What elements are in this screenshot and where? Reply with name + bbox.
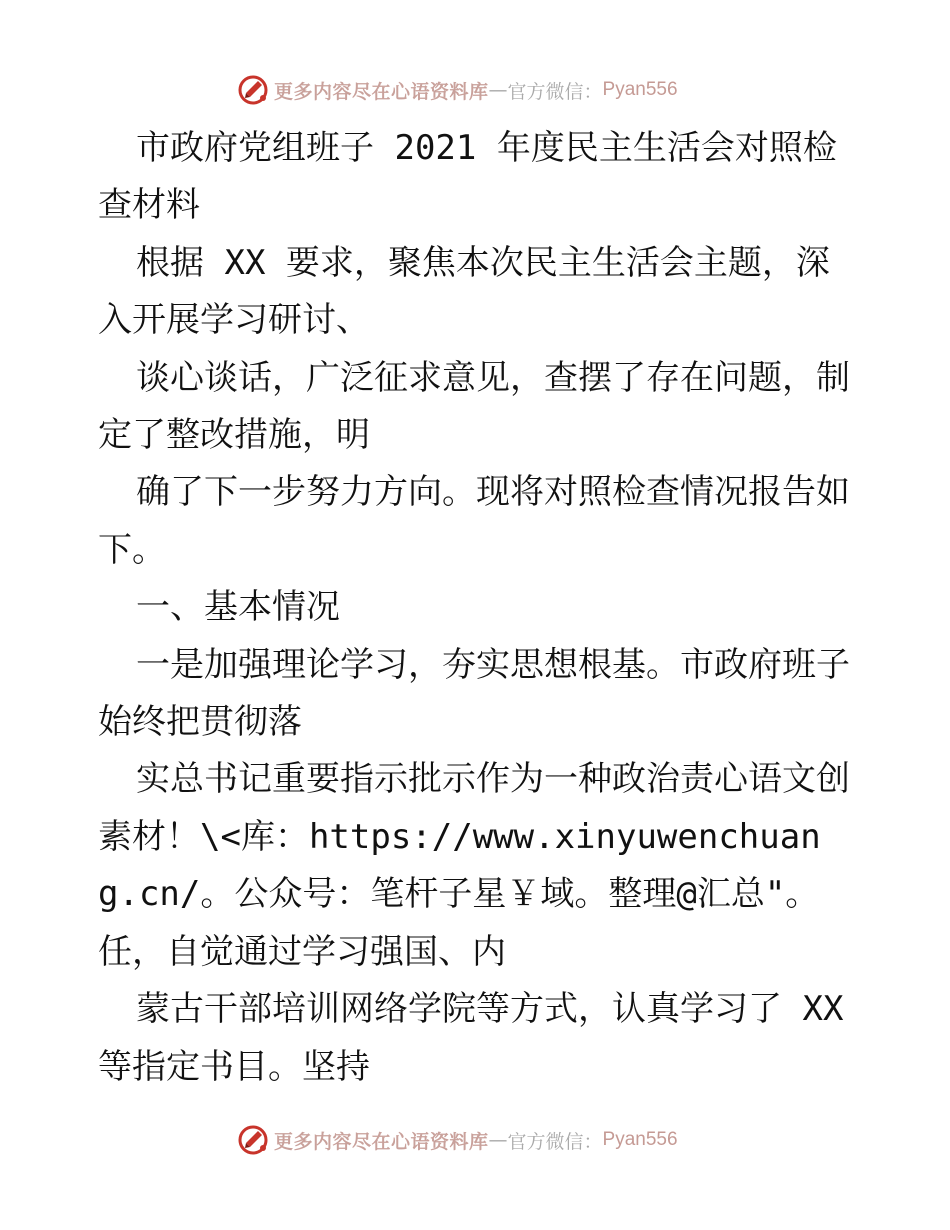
- paragraph: 谈心谈话，广泛征求意见，查摆了存在问题，制定了整改措施，明: [98, 357, 850, 456]
- section-heading: 一、基本情况: [136, 587, 340, 628]
- watermark-wechat-id: Pyan556: [602, 1129, 678, 1150]
- watermark-wechat-id: Pyan556: [602, 79, 678, 100]
- paragraph: 蒙古干部培训网络学院等方式，认真学习了 XX 等指定书目。坚持: [98, 989, 844, 1087]
- brand-logo-icon: [236, 1123, 270, 1157]
- brand-logo-icon: [236, 73, 270, 107]
- watermark-wechat-label: 官方微信：: [507, 1130, 603, 1153]
- footer-watermark: [236, 1123, 678, 1157]
- watermark-brand-text: 更多内容尽在心语资料库: [274, 1130, 489, 1153]
- header-watermark: [236, 73, 678, 107]
- watermark-wechat-label: 官方微信：: [507, 80, 603, 103]
- document-body: [98, 120, 853, 1096]
- watermark-dash: —: [488, 1129, 508, 1151]
- document-title: 市政府党组班子 2021 年度民主生活会对照检查材料: [98, 128, 837, 226]
- watermark-dash: —: [488, 79, 508, 101]
- paragraph: 确了下一步努力方向。现将对照检查情况报告如下。: [98, 472, 850, 570]
- paragraph: 根据 XX 要求，聚焦本次民主生活会主题，深入开展学习研讨、: [98, 242, 830, 341]
- watermark-brand-text: 更多内容尽在心语资料库: [274, 80, 489, 103]
- paragraph: 实总书记重要指示批示作为一种政治责心语文创素材！\<库：https://www.xinyuwenchuang.cn/。公众号：笔杆子星￥域。整理@汇总"。任，自觉通过学习强国、内: [98, 759, 850, 972]
- paragraph: 一是加强理论学习，夯实思想根基。市政府班子始终把贯彻落: [98, 644, 850, 743]
